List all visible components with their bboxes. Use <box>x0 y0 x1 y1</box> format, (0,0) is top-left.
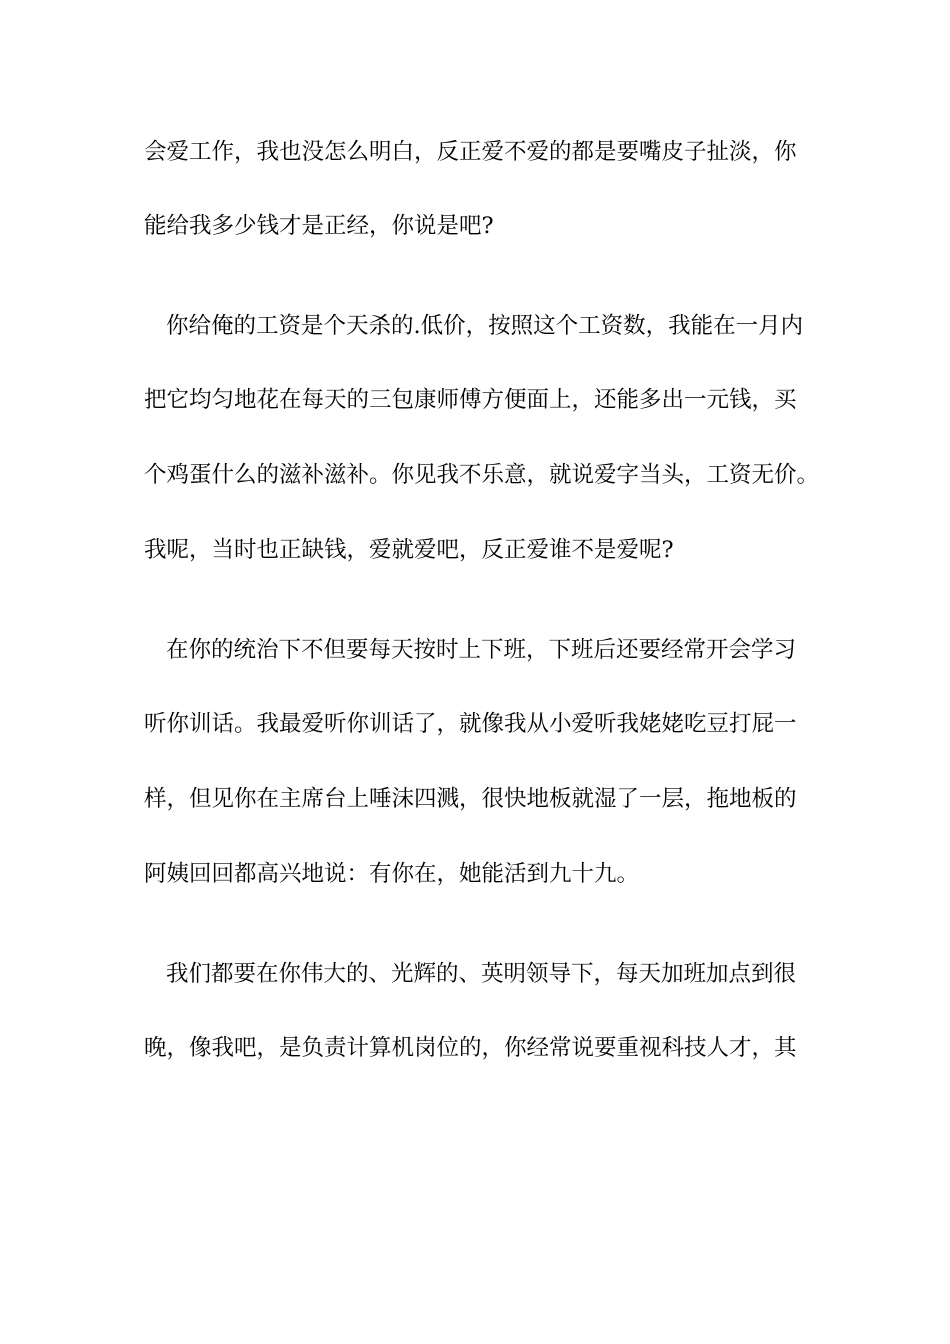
paragraph-3-line-2: 听你训话。我最爱听你训话了，就像我从小爱听我姥姥吃豆打屁一 <box>144 711 797 737</box>
paragraph-2-line-2: 把它均匀地花在每天的三包康师傅方便面上，还能多出一元钱，买 <box>144 387 797 413</box>
paragraph-3-line-3: 样，但见你在主席台上唾沫四溅，很快地板就湿了一层，拖地板的 <box>144 786 797 812</box>
paragraph-2-line-4: 我呢，当时也正缺钱，爱就爱吧，反正爱谁不是爱呢? <box>144 537 674 563</box>
paragraph-2-line-1: 你给俺的工资是个天杀的.低价，按照这个工资数，我能在一月内 <box>166 313 804 339</box>
paragraph-4-line-1: 我们都要在你伟大的、光辉的、英明领导下，每天加班加点到很 <box>166 961 797 987</box>
paragraph-1-line-1: 会爱工作，我也没怎么明白，反正爱不爱的都是要嘴皮子扯淡，你 <box>144 139 797 165</box>
paragraph-2-line-3: 个鸡蛋什么的滋补滋补。你见我不乐意，就说爱字当头，工资无价。 <box>144 462 820 488</box>
paragraph-3-line-1: 在你的统治下不但要每天按时上下班，下班后还要经常开会学习 <box>166 637 797 663</box>
paragraph-3-line-4: 阿姨回回都高兴地说：有你在，她能活到九十九。 <box>144 861 640 887</box>
paragraph-4-line-2: 晚，像我吧，是负责计算机岗位的，你经常说要重视科技人才，其 <box>144 1035 797 1061</box>
paragraph-1-line-2: 能给我多少钱才是正经，你说是吧? <box>144 213 494 239</box>
